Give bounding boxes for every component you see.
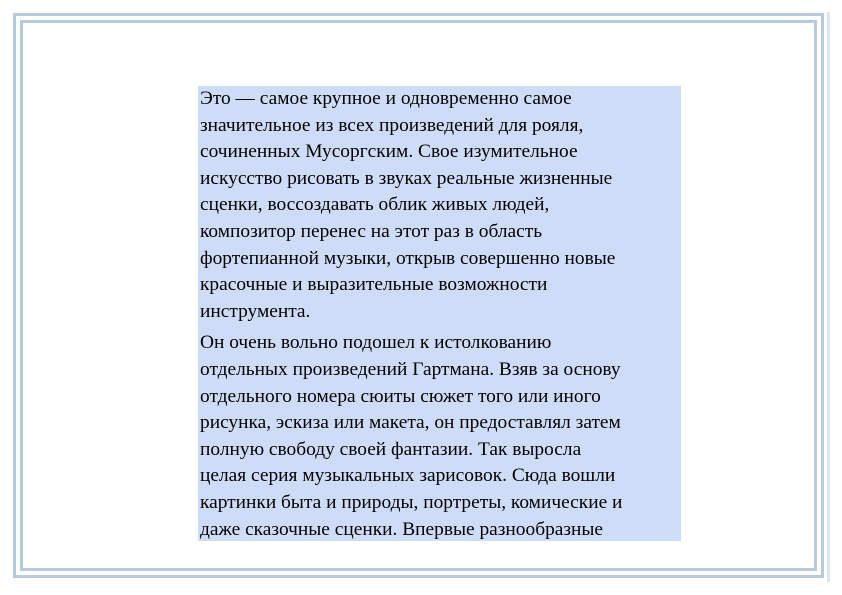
text-line: отдельного номера сюиты сюжет того или иного [200, 385, 601, 407]
text-line: Это — самое крупное и одновременно самое [200, 88, 572, 109]
text-line: отдельных произведений Гартмана. Взяв за основу [200, 358, 621, 380]
text-line: красочные и выразительные возможности [200, 274, 548, 296]
text-line: сценки, воссоздавать облик живых людей, [200, 194, 550, 216]
text-line: сочиненных Мусоргским. Свое изумительное [200, 141, 578, 163]
text-box [198, 86, 681, 541]
text-line: инструмента. [200, 300, 311, 322]
text-line: композитор перенес на этот раз в область [200, 220, 543, 242]
text-line: картинки быта и природы, портреты, комические и [200, 491, 623, 513]
paragraph-1 [200, 86, 681, 325]
text-line: целая серия музыкальных зарисовок. Сюда вошли [200, 465, 616, 487]
text-line: даже сказочные сценки. Впервые разнообразные [200, 518, 604, 540]
text-line: рисунка, эскиза или макета, он предоставлял затем [200, 412, 621, 434]
paragraph-2 [200, 330, 681, 541]
text-line: фортепианной музыки, открыв совершенно новые [200, 247, 616, 269]
text-line: искусство рисовать в звуках реальные жизненные [200, 167, 613, 189]
text-line: полную свободу своей фантазии. Так выросла [200, 438, 582, 460]
text-line: значительное из всех произведений для рояля, [200, 114, 584, 136]
text-line: Он очень вольно подошел к истолкованию [200, 332, 552, 354]
slide-frame-shadow [827, 12, 830, 582]
